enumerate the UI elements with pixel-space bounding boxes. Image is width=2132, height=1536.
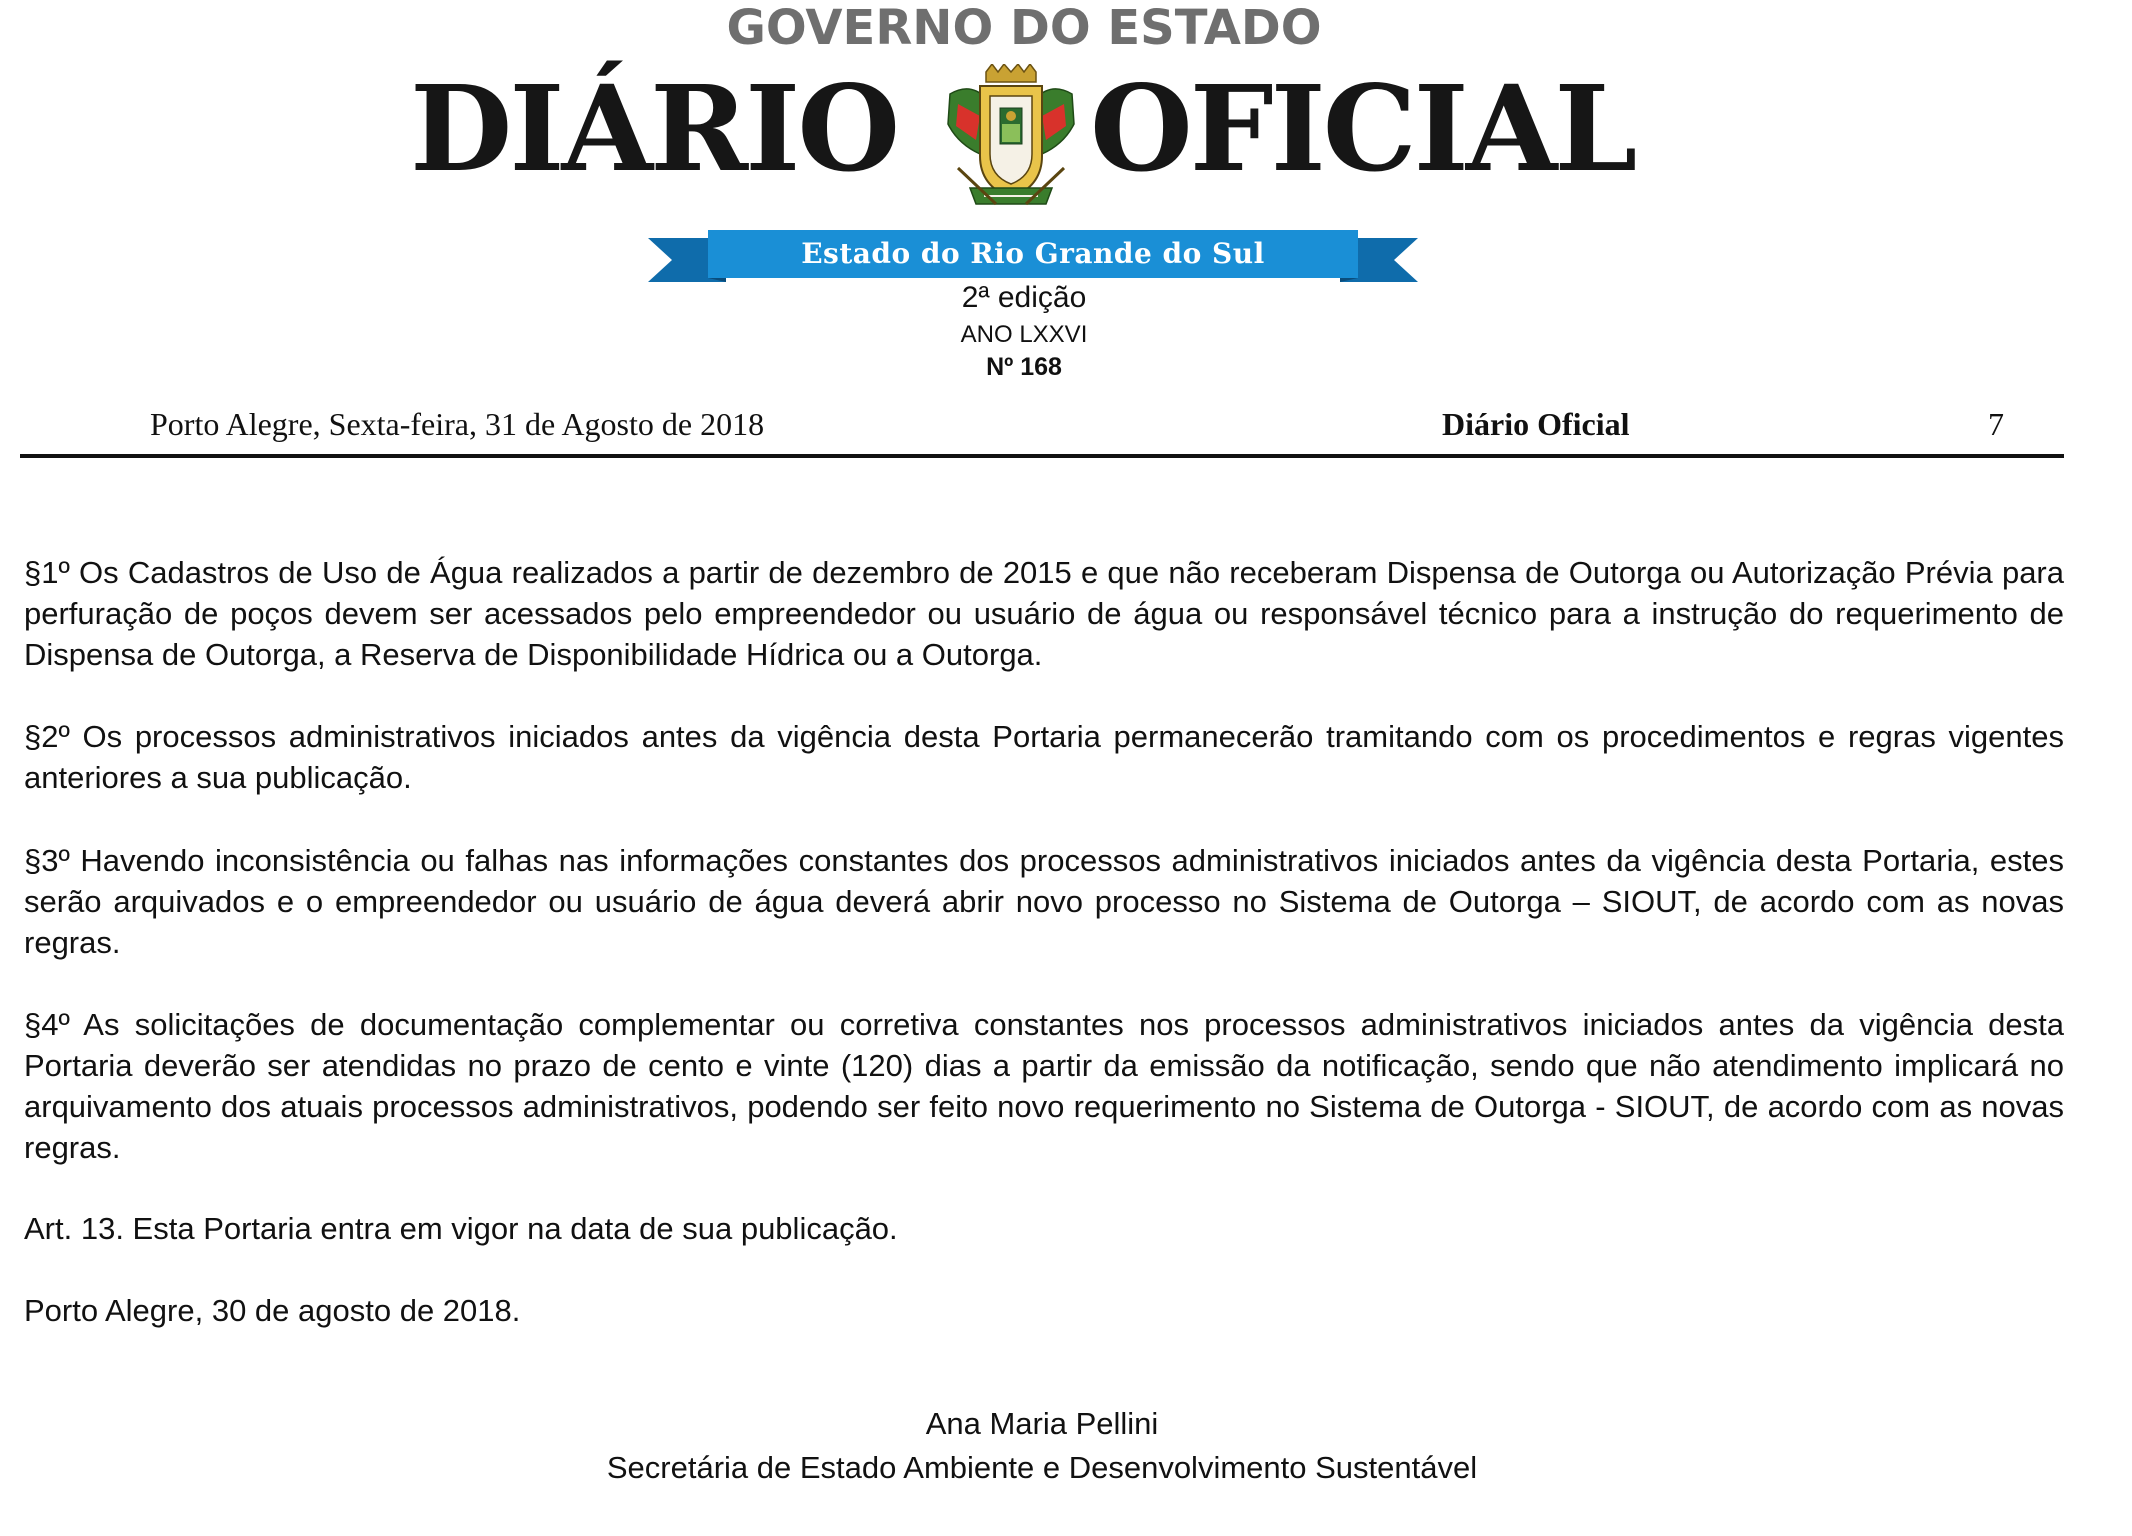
- edition-label: 2ª edição: [961, 281, 1087, 314]
- masthead-diario: DIÁRIO: [410, 59, 898, 198]
- paragraph-3: §3º Havendo inconsistência ou falhas nas informações constantes dos processos administrativos iniciados antes da vigência desta Portaria, estes serão arquivados e o empreendedor ou usuário de água deverá abrir novo processo no Sistema de Outorga – SIOUT, de acordo com as novas regras.: [24, 843, 2064, 960]
- header-rule: [20, 454, 2064, 458]
- masthead: [410, 59, 1670, 198]
- paragraph-4: §4º As solicitações de documentação complementar ou corretiva constantes nos processos administrativos iniciados antes da vigência desta Portaria deverão ser atendidas no prazo de cento e vinte (120) dias a partir da emissão da notificação, sendo que não atendimento implicará no arquivamento dos atuais processos administrativos, podendo ser feito novo requerimento no Sistema de Outorga - SIOUT, de acordo com as novas regras.: [24, 1007, 2064, 1165]
- issue-number: Nº 168: [986, 353, 1062, 381]
- paragraph-place-date: Porto Alegre, 30 de agosto de 2018.: [24, 1293, 521, 1328]
- paragraph-2: §2º Os processos administrativos iniciados antes da vigência desta Portaria permanecerão tramitando com os procedimentos e regras vigentes anteriores a sua publicação.: [24, 719, 2064, 795]
- masthead-oficial: OFICIAL: [1090, 59, 1635, 198]
- paragraph-article-13: Art. 13. Esta Portaria entra em vigor na data de sua publicação.: [24, 1211, 898, 1246]
- state-ribbon: [648, 222, 1418, 288]
- page-number: 7: [1988, 406, 2004, 442]
- signature-name: Ana Maria Pellini: [925, 1406, 1159, 1441]
- year-label: ANO LXXVI: [960, 321, 1088, 348]
- government-heading: GOVERNO DO ESTADO: [726, 0, 1322, 56]
- page-publication-name: Diário Oficial: [1442, 406, 1630, 442]
- page-date-line: Porto Alegre, Sexta-feira, 31 de Agosto de 2018: [150, 406, 765, 442]
- ribbon-label: Estado do Rio Grande do Sul: [801, 237, 1265, 270]
- paragraph-1: §1º Os Cadastros de Uso de Água realizados a partir de dezembro de 2015 e que não receberam Dispensa de Outorga ou Autorização Prévia para perfuração de poços devem ser acessados pelo empreendedor ou usuário de água ou responsável técnico para a instrução do requerimento de Dispensa de Outorga, a Reserva de Disponibilidade Hídrica ou a Outorga.: [24, 555, 2064, 672]
- signature-title: Secretária de Estado Ambiente e Desenvolvimento Sustentável: [606, 1450, 1478, 1485]
- coat-of-arms-icon: [940, 64, 1082, 212]
